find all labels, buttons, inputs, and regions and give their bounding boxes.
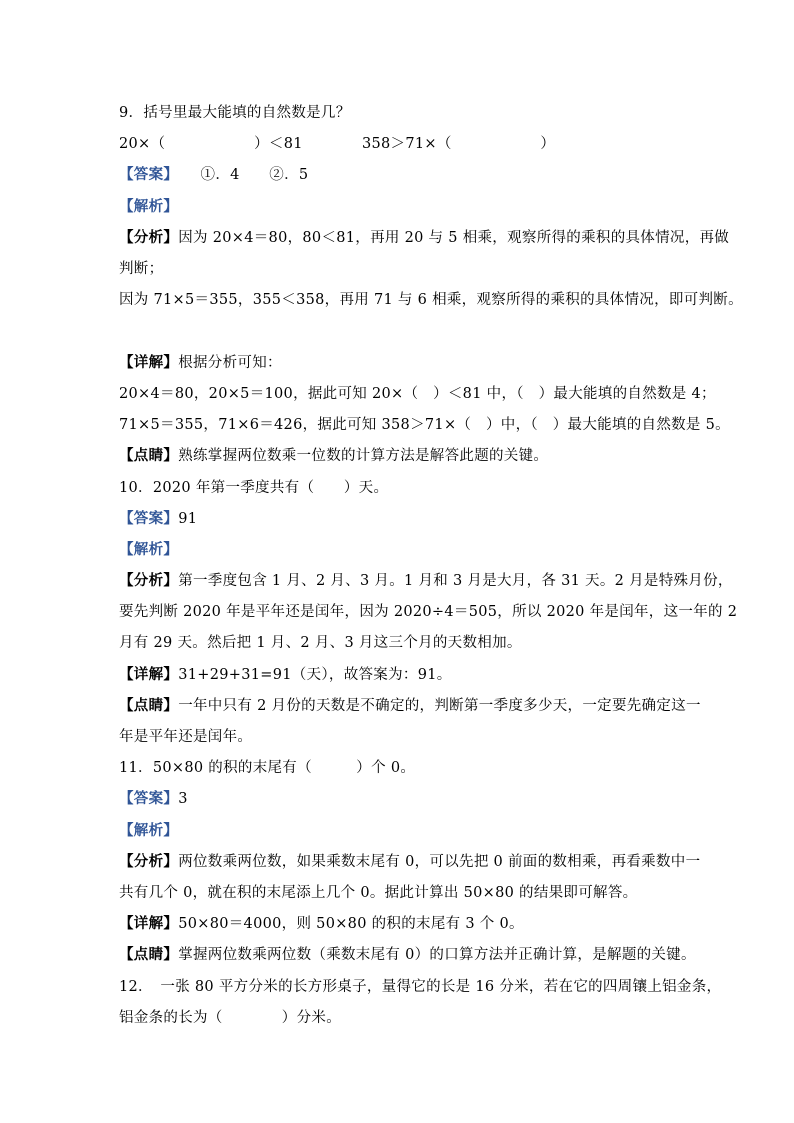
dianjing-text: 熟练掌握两位数乘一位数的计算方法是解答此题的关键。 bbox=[178, 448, 549, 464]
analysis-label: 【解析】 bbox=[119, 198, 179, 215]
xiangjie-label: 【详解】 bbox=[119, 666, 179, 683]
q9-dianjing bbox=[119, 446, 734, 466]
q10-fenxi-1 bbox=[119, 571, 734, 591]
q11-question: 11．50×80 的积的末尾有（ ）个 0。 bbox=[119, 760, 416, 776]
dianjing-label: 【点睛】 bbox=[119, 697, 179, 714]
q11-analysis-label bbox=[119, 821, 734, 841]
q12-question-1: 12． 一张 80 平方分米的长方形桌子，量得它的长是 16 分米，若在它的四周镶上铝金条， bbox=[119, 979, 722, 995]
q9-fenxi-3: 因为 71×5＝355，355＜358，再用 71 与 6 相乘，观察所得的乘积的具体情况，即可判断。 bbox=[119, 292, 743, 308]
dianjing-label: 【点睛】 bbox=[119, 447, 179, 464]
q10-fenxi-3: 月有 29 天。然后把 1 月、2 月、3 月这三个月的天数相加。 bbox=[119, 635, 522, 651]
answer-label: 【答案】 bbox=[119, 790, 179, 807]
q9-xiangjie-3: 71×5＝355，71×6＝426，据此可知 358＞71×（ ）中，（ ）最大能填的自然数是 5。 bbox=[119, 417, 730, 433]
fenxi-label: 【分析】 bbox=[119, 229, 179, 246]
fenxi-text: 第一季度包含 1 月、2 月、3 月。1 月和 3 月是大月，各 31 天。2 月是特殊月份， bbox=[178, 573, 733, 589]
answer-label: 【答案】 bbox=[119, 166, 171, 183]
q9-analysis-label bbox=[119, 197, 734, 217]
dianjing-label: 【点睛】 bbox=[119, 946, 179, 963]
dianjing-text: 一年中只有 2 月份的天数是不确定的，判断第一季度多少天，一定要先确定这一 bbox=[178, 698, 701, 714]
q9-question: 9．括号里最大能填的自然数是几？ bbox=[119, 105, 351, 121]
q9-xiangjie-1 bbox=[119, 353, 734, 373]
q10-dianjing-1 bbox=[119, 696, 734, 716]
q10-question: 10．2020 年第一季度共有（ ）天。 bbox=[119, 480, 389, 496]
answer-label: 【答案】 bbox=[119, 510, 179, 527]
xiangjie-label: 【详解】 bbox=[119, 354, 179, 371]
q10-dianjing-2: 年是平年还是闰年。 bbox=[119, 729, 253, 745]
q11-answer bbox=[119, 789, 734, 809]
q12-question-2: 铝金条的长为（ ）分米。 bbox=[119, 1010, 341, 1026]
q10-analysis-label bbox=[119, 540, 734, 560]
fenxi-text: 两位数乘两位数，如果乘数末尾有 0，可以先把 0 前面的数相乘，再看乘数中一 bbox=[178, 854, 701, 870]
xiangjie-text: 31+29+31=91（天），故答案为：91。 bbox=[178, 667, 452, 683]
analysis-label: 【解析】 bbox=[119, 822, 179, 839]
answer-value: 91 bbox=[178, 511, 198, 527]
q11-dianjing bbox=[119, 945, 734, 965]
q9-fenxi-1 bbox=[119, 228, 734, 248]
dianjing-text: 掌握两位数乘两位数（乘数末尾有 0）的口算方法并正确计算，是解题的关键。 bbox=[178, 947, 696, 963]
fenxi-label: 【分析】 bbox=[119, 572, 179, 589]
q11-fenxi-1 bbox=[119, 852, 734, 872]
answer-value: 3 bbox=[178, 791, 188, 807]
fenxi-label: 【分析】 bbox=[119, 853, 179, 870]
q10-answer bbox=[119, 509, 734, 529]
q9-expression-line: 20×（ ）＜81 358＞71×（ ） bbox=[119, 136, 556, 152]
q11-fenxi-2: 共有几个 0，就在积的末尾添上几个 0。据此计算出 50×80 的结果即可解答。 bbox=[119, 885, 638, 901]
q10-xiangjie bbox=[119, 665, 734, 685]
xiangjie-text: 50×80＝4000，则 50×80 的积的末尾有 3 个 0。 bbox=[178, 916, 524, 932]
q9-xiangjie-2: 20×4＝80，20×5＝100，据此可知 20×（ ）＜81 中，（ ）最大能填的自然数是 4； bbox=[119, 386, 716, 402]
q11-xiangjie bbox=[119, 914, 734, 934]
q9-fenxi-2: 判断； bbox=[119, 261, 164, 277]
answer-value: ①．4 ②．5 bbox=[170, 167, 309, 183]
q10-fenxi-2: 要先判断 2020 年是平年还是闰年，因为 2020÷4＝505，所以 2020 年是闰年，这一年的 2 bbox=[119, 604, 738, 620]
fenxi-text: 因为 20×4＝80，80＜81，再用 20 与 5 相乘，观察所得的乘积的具体情况，再做 bbox=[178, 230, 730, 246]
xiangjie-text: 根据分析可知： bbox=[178, 355, 282, 371]
q9-answer bbox=[119, 165, 734, 185]
analysis-label: 【解析】 bbox=[119, 541, 179, 558]
xiangjie-label: 【详解】 bbox=[119, 915, 179, 932]
